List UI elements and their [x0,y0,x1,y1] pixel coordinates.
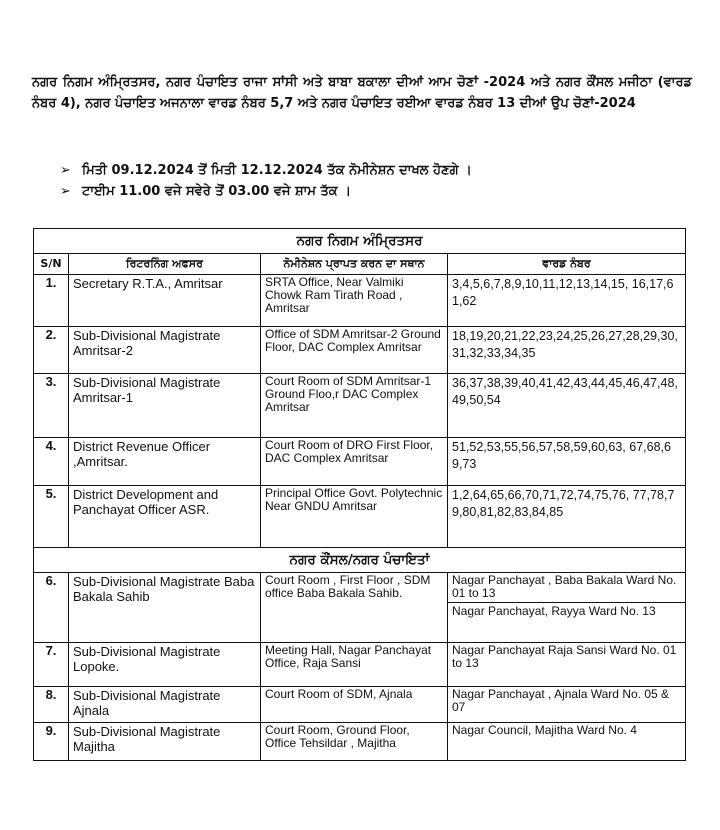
arrow-bullet-icon: ➢ [60,163,71,178]
row-officer: Secretary R.T.A., Amritsar [69,275,261,327]
table-row [34,374,686,438]
ward-group-baba-bakala: Nagar Panchayat , Baba Bakala Ward No. 01 to 13 [452,573,677,600]
row-officer: Sub-Divisional Magistrate Ajnala [69,687,261,723]
table-row [34,723,686,761]
row-sn: 9. [34,723,69,761]
table-header-row [34,254,686,275]
header-sn: S/N [34,254,69,275]
bullet-time-text: ਟਾਈਮ 11.00 ਵਜੇ ਸਵੇਰੇ ਤੋਂ 03.00 ਵਜੇ ਸ਼ਾਮ ਤੱਕ । [82,184,351,199]
bullet-dates-text: ਮਿਤੀ 09.12.2024 ਤੋਂ ਮਿਤੀ 12.12.2024 ਤੱਕ ਨੋਮੀਨੇਸ਼ਨ ਦਾਖਲ ਹੋਣਗੇ । [82,163,472,178]
row-wards: 1,2,64,65,66,70,71,72,74,75,76, 77,78,79,80,81,82,83,84,85 [448,486,686,548]
header-place: ਨੋਮੀਨੇਸ਼ਨ ਪ੍ਰਾਪਤ ਕਰਨ ਦਾ ਸਥਾਨ [261,254,448,275]
row-sn: 8. [34,687,69,723]
table-row [34,327,686,374]
row-place: Principal Office Govt. Polytechnic Near GNDU Amritsar [261,486,448,548]
row-place: Court Room of SDM Amritsar-1 Ground Floo,r DAC Complex Amritsar [261,374,448,438]
table-row [34,687,686,723]
row-sn: 7. [34,643,69,687]
row-place: Office of SDM Amritsar-2 Ground Floor, DAC Complex Amritsar [261,327,448,374]
row-officer: Sub-Divisional Magistrate Majitha [69,723,261,761]
section-title-councils-panchayats: ਨਗਰ ਕੌਂਸਲ/ਨਗਰ ਪੰਚਾਇਤਾਂ [34,548,686,573]
bullet-time [60,181,680,202]
row-wards: 36,37,38,39,40,41,42,43,44,45,46,47,48,49,50,54 [448,374,686,438]
table-row [34,275,686,327]
row-wards: 3,4,5,6,7,8,9,10,11,12,13,14,15, 16,17,61,62 [448,275,686,327]
row-place: Court Room of SDM, Ajnala [261,687,448,723]
table-row [34,486,686,548]
row-sn: 3. [34,374,69,438]
row-sn: 4. [34,438,69,486]
row-wards: Nagar Council, Majitha Ward No. 4 [448,723,686,761]
returning-officers-table [33,228,686,761]
row-officer: District Revenue Officer ,Amritsar. [69,438,261,486]
row-officer: Sub-Divisional Magistrate Lopoke. [69,643,261,687]
row-place: Meeting Hall, Nagar Panchayat Office, Raja Sansi [261,643,448,687]
row-officer: Sub-Divisional Magistrate Amritsar-2 [69,327,261,374]
row-place: Court Room, Ground Floor, Office Tehsildar , Majitha [261,723,448,761]
row-officer: Sub-Divisional Magistrate Baba Bakala Sahib [69,573,261,643]
table-row [34,438,686,486]
row-wards: Nagar Panchayat Raja Sansi Ward No. 01 to 13 [448,643,686,687]
ward-group-rayya: Nagar Panchayat, Rayya Ward No. 13 [448,602,685,618]
row-sn: 5. [34,486,69,548]
notice-heading: ਨਗਰ ਨਿਗਮ ਅੰਮ੍ਰਿਤਸਰ, ਨਗਰ ਪੰਚਾਇਤ ਰਾਜਾ ਸਾਂਸੀ ਅਤੇ ਬਾਬਾ ਬਕਾਲਾ ਦੀਆਂ ਆਮ ਚੋਣਾਂ -2024 ਅਤੇ ਨਗਰ ਕੌਂਸਲ ਮਜੀਠਾ (ਵਾਰਡ ਨੰਬਰ 4), ਨਗਰ ਪੰਚਾਇਤ ਅਜਨਾਲਾ ਵਾਰਡ ਨੰਬਰ 5,7 ਅਤੇ ਨਗਰ ਪੰਚਾਇਤ ਰਈਆ ਵਾਰਡ ਨੰਬਰ 13 ਦੀਆਂ ਉਪ ਚੋਣਾਂ-2024 [32,75,692,111]
section-title-municipal-corporation: ਨਗਰ ਨਿਗਮ ਅੰਮ੍ਰਿਤਸਰ [34,229,686,254]
bullet-dates [60,160,680,181]
row-place: Court Room of DRO First Floor, DAC Complex Amritsar [261,438,448,486]
row-place: Court Room , First Floor , SDM office Baba Bakala Sahib. [261,573,448,643]
row-officer: Sub-Divisional Magistrate Amritsar-1 [69,374,261,438]
row-officer: District Development and Panchayat Officer ASR. [69,486,261,548]
row-wards: 18,19,20,21,22,23,24,25,26,27,28,29,30,31,32,33,34,35 [448,327,686,374]
table-row [34,573,686,643]
row-wards: Nagar Panchayat , Ajnala Ward No. 05 & 07 [448,687,686,723]
header-wards: ਵਾਰਡ ਨੰਬਰ [448,254,686,275]
header-officer: ਰਿਟਰਨਿੰਗ ਅਫਸਰ [69,254,261,275]
arrow-bullet-icon: ➢ [60,184,71,199]
row-wards: 51,52,53,55,56,57,58,59,60,63, 67,68,69,73 [448,438,686,486]
row-sn: 1. [34,275,69,327]
row-sn: 2. [34,327,69,374]
row-sn: 6. [34,573,69,643]
row-place: SRTA Office, Near Valmiki Chowk Ram Tirath Road , Amritsar [261,275,448,327]
row-wards [448,573,686,643]
table-row [34,643,686,687]
schedule-bullets [60,160,680,202]
